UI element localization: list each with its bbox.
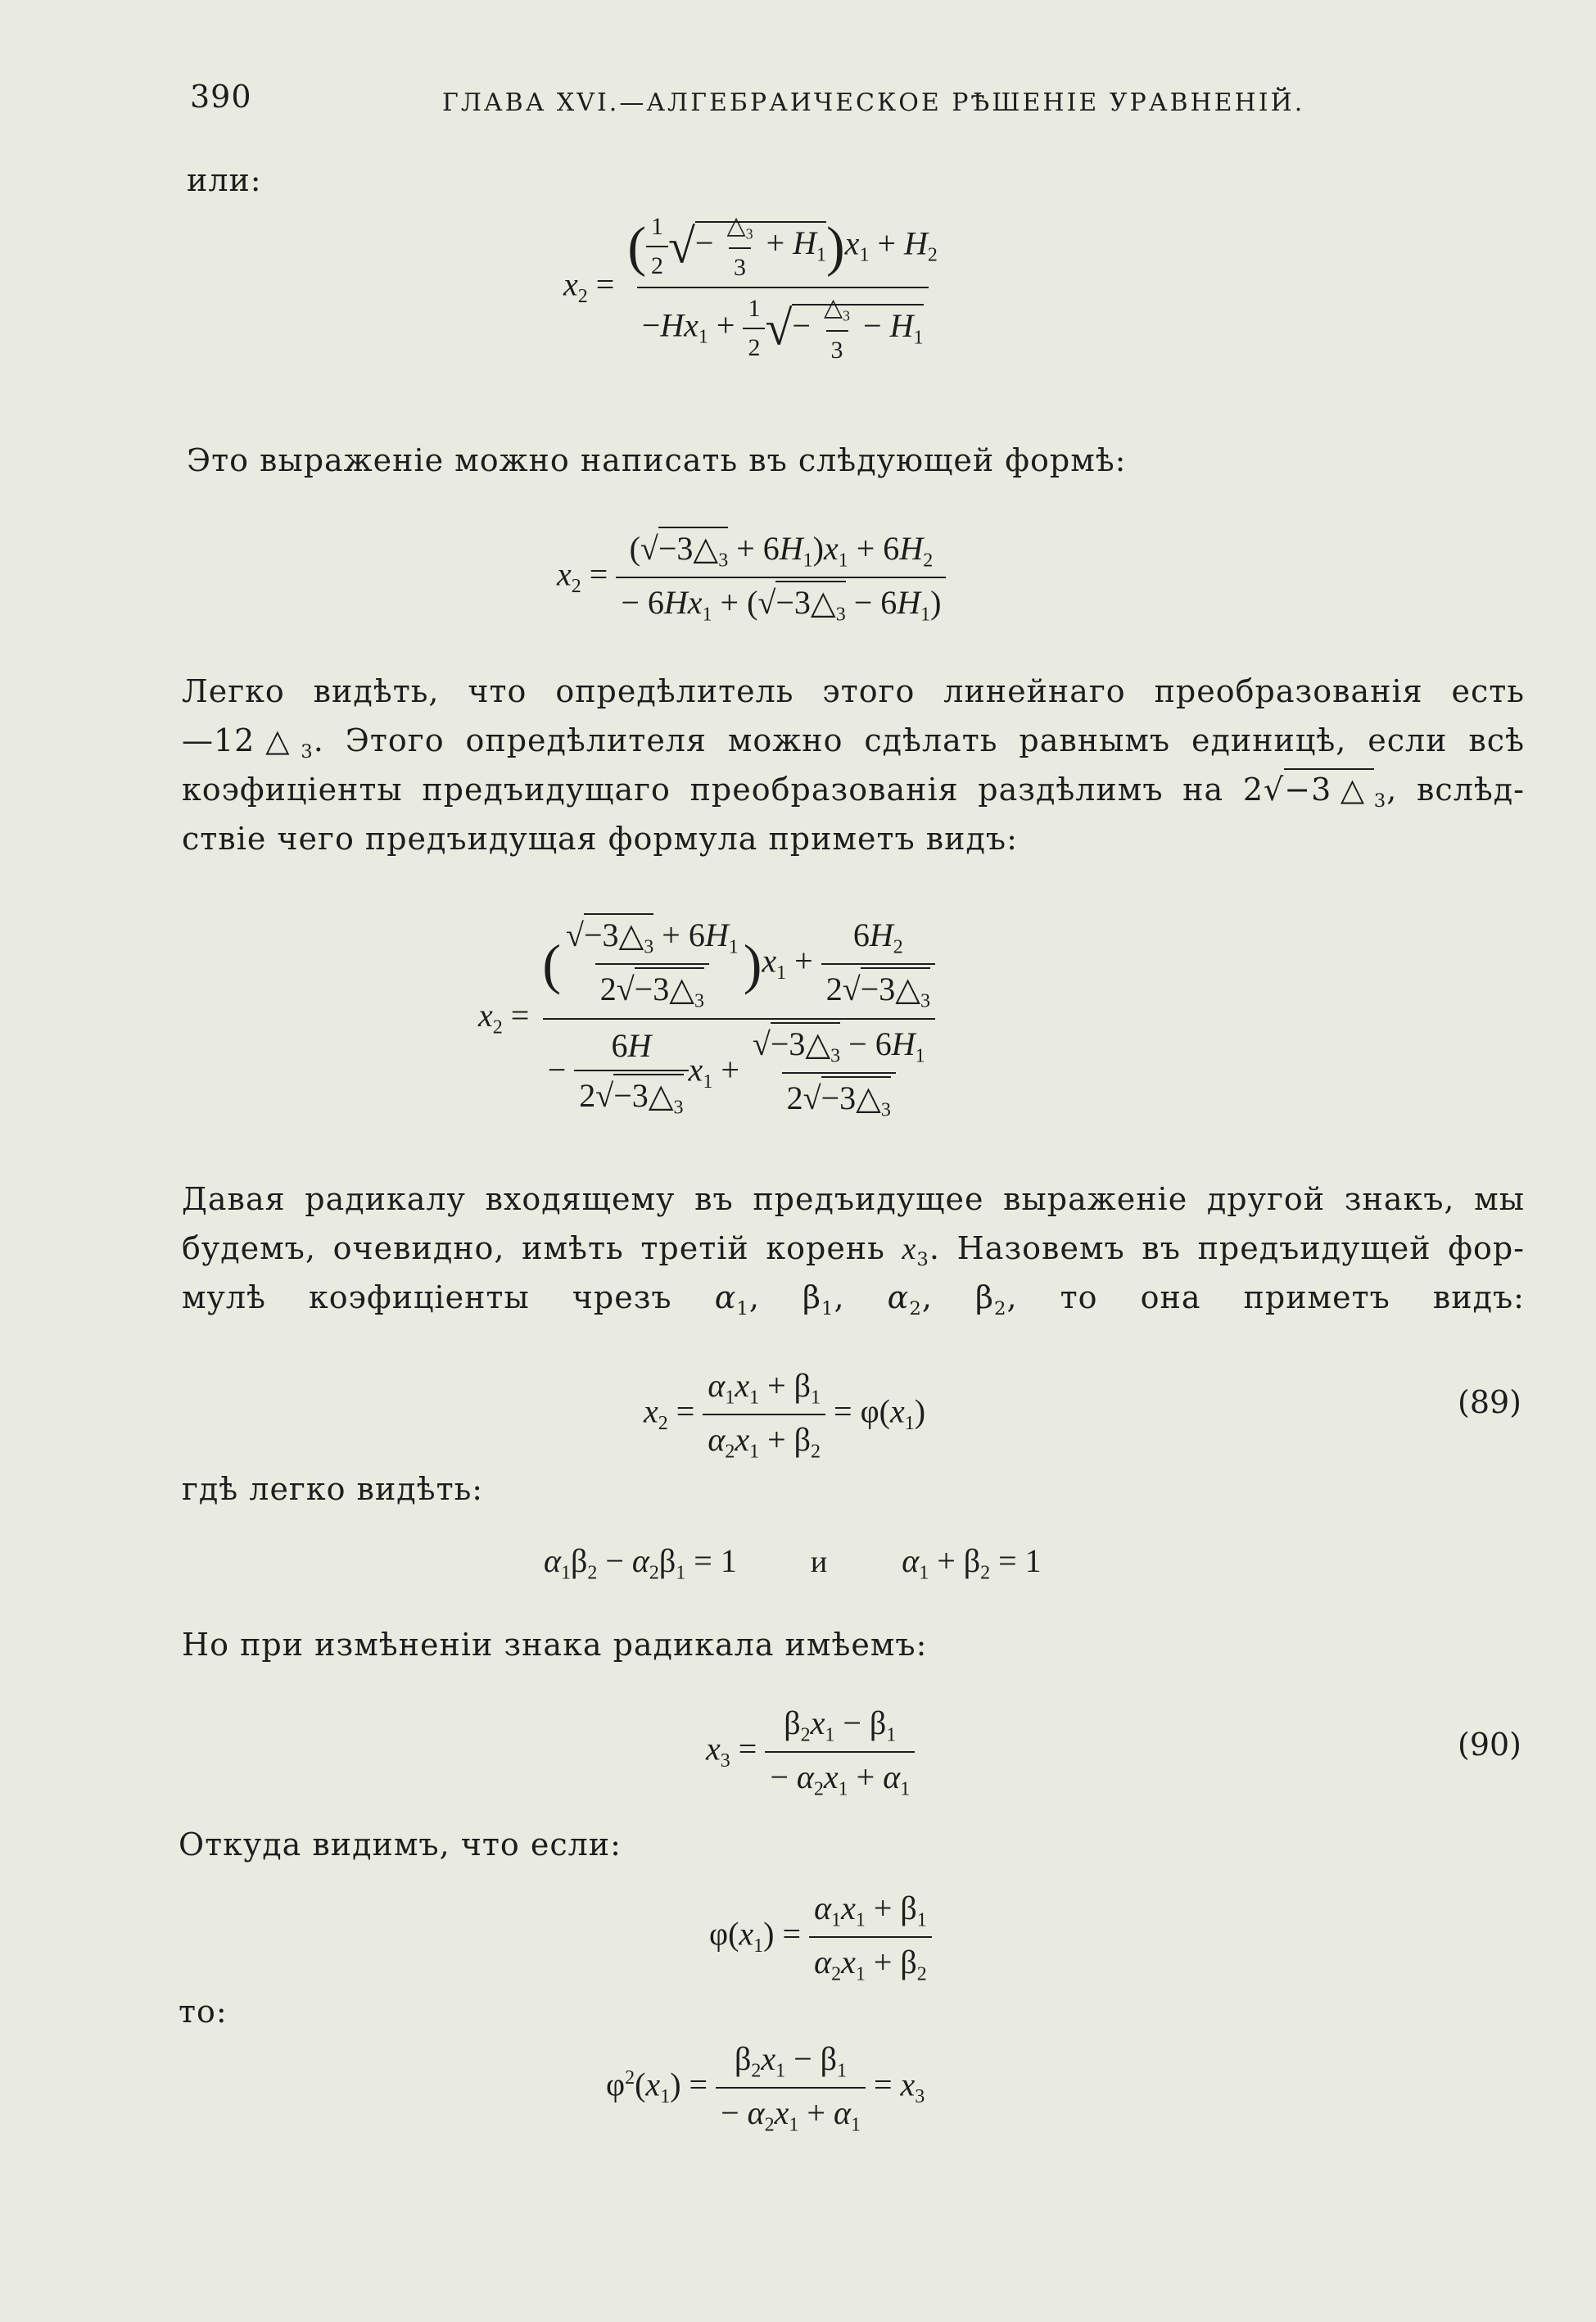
- paragraph-determinant-line4: ствіе чего предъидущая формула приметъ видъ:: [182, 821, 1018, 857]
- running-title: ГЛАВА XVI.—АЛГЕБРАИЧЕСКОЕ РѢШЕНІЕ УРАВНЕНІЙ.: [442, 88, 1305, 117]
- paragraph-sign-change: Но при измѣненіи знака радикала имѣемъ:: [182, 1627, 928, 1663]
- equation-conditions: $\alpha_1\beta_2 - \alpha_2\beta_1 = 1$ и $\alpha_1 + \beta_2 = 1$: [544, 1542, 1042, 1584]
- paragraph-determinant-line1: Легко видѣть, что опредѣлитель этого линейнаго преобразованія есть: [182, 673, 1525, 709]
- paragraph-radical-line1: Давая радикалу входящему въ предъидущее выраженіе другой знакъ, мы: [182, 1181, 1525, 1217]
- equation-x2-normalized: $x_2$ = ( $\frac{√-3\triangle_3 + 6H_1}{2√-3\triangle_3}$ )$x_1$ + $\frac{6H_2}{2√-3\triangle_3}$ − $\frac{6H}{2√-3\triangle_3}$ $x_1$ + $\frac{√-3\triangle_3 - 6H_1}{2√-3\triangle_3}$: [478, 916, 940, 1122]
- paragraph-form: Это выраженіе можно написать въ слѣдующей формѣ:: [187, 442, 1127, 478]
- equation-90: $x_3$ = $\frac{\beta_2x_1 - \beta_1}{- \alpha_2x_1 + \alpha_1}$: [706, 1704, 915, 1801]
- paragraph-determinant-line2: $—12\triangle_3$. Этого опредѣлителя можно сдѣлать равнымъ единицѣ, если всѣ: [182, 722, 1525, 763]
- equation-label-89: (89): [1458, 1384, 1522, 1420]
- paragraph-or: или:: [187, 162, 262, 198]
- equation-phi-squared: $\varphi^2(x_1)$ = $\frac{\beta_2x_1 - \beta_1}{- \alpha_2x_1 + \alpha_1}$ = $x_3$: [606, 2040, 925, 2136]
- paragraph-determinant-line3: коэфиціенты предъидущаго преобразованія раздѣлимъ на $2√-3\triangle_3$, вслѣд-: [182, 772, 1525, 812]
- equation-phi: $\varphi(x_1)$ = $\frac{\alpha_1x_1 + \beta_1}{\alpha_2x_1 + \beta_2}$: [709, 1889, 932, 1986]
- equation-x2-second: $x_2$ = $\frac{(√-3\triangle_3 + 6H_1)x_1 + 6H_2}{- 6Hx_1 + (√-3\triangle_3 - 6H_1)}$: [557, 529, 946, 627]
- paragraph-radical-line3: мулѣ коэфиціенты чрезъ $\alpha_1$, $\beta_1$, $\alpha_2$, $\beta_2$, то она приметъ видъ:: [182, 1279, 1525, 1319]
- equation-label-90: (90): [1458, 1727, 1522, 1763]
- equation-x2-first: $x_2$ = ( $\frac{1}{2}$ √− $\frac{\triangle_3}{3}$ + $H_1)x_1 + H_2$ $-Hx_1$ + $\frac{1}{2}$ √− $\frac{\triangle_3}{3}$ − $H_1$: [563, 212, 938, 364]
- paragraph-if: Откуда видимъ, что если:: [179, 1826, 622, 1863]
- equation-89: $x_2$ = $\frac{\alpha_1x_1 + \beta_1}{\alpha_2x_1 + \beta_2}$ = $\varphi(x_1)$: [644, 1367, 926, 1463]
- paragraph-radical-line2: будемъ, очевидно, имѣть третій корень $x_3$. Назовемъ въ предъидущей фор-: [182, 1230, 1525, 1270]
- paragraph-where: гдѣ легко видѣть:: [182, 1471, 484, 1507]
- paragraph-then: то:: [179, 1994, 228, 2030]
- page-number: 390: [190, 79, 252, 115]
